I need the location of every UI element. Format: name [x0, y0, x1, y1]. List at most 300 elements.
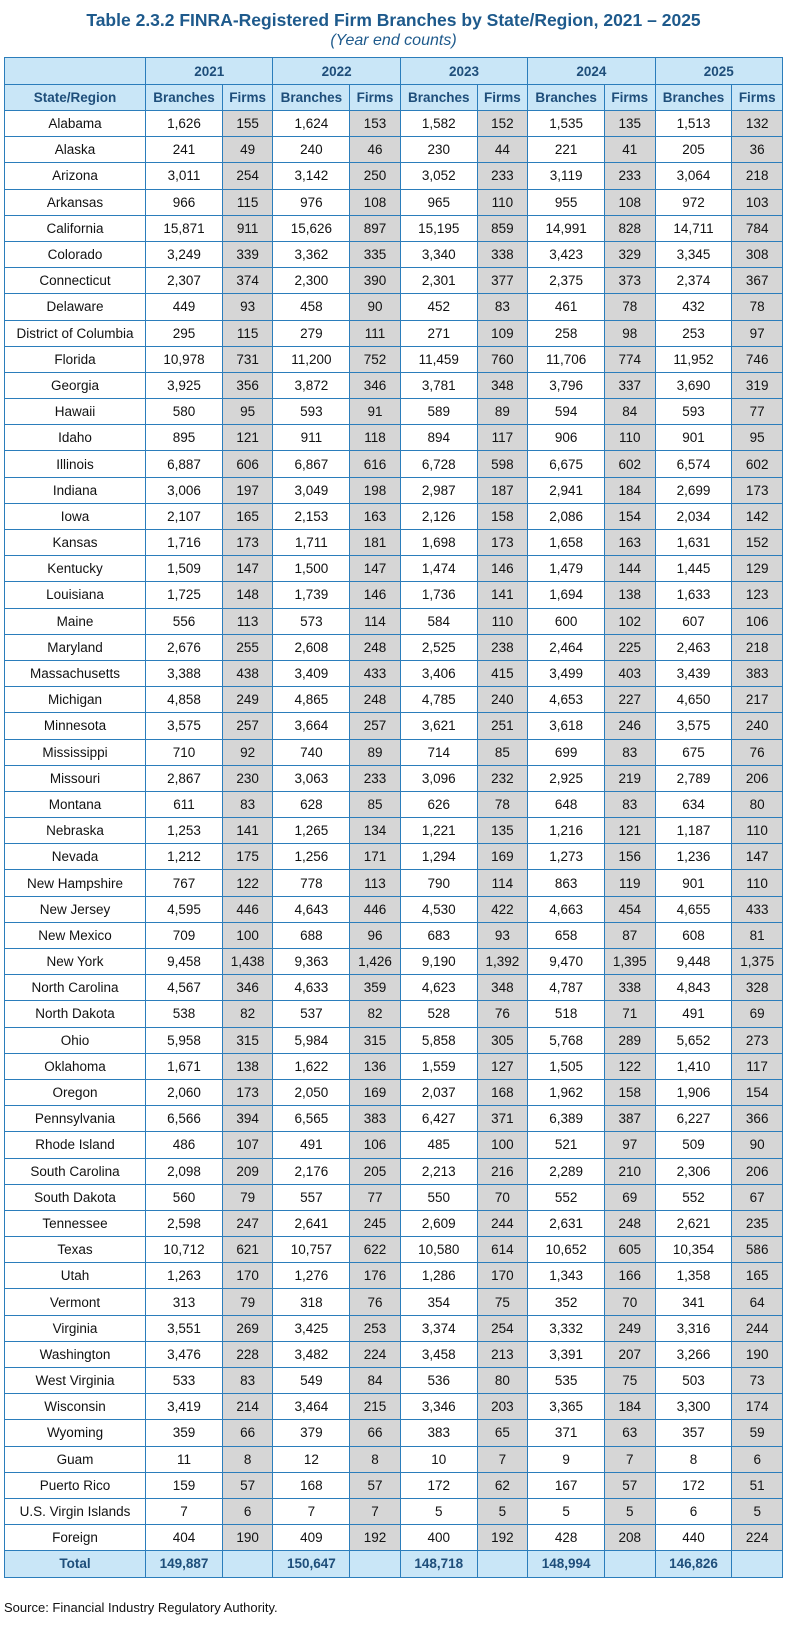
table-row: [5, 765, 783, 791]
firms-cell: 97: [732, 320, 783, 346]
branches-cell: 1,509: [146, 556, 223, 582]
firms-cell: 169: [350, 1079, 401, 1105]
firms-cell: 216: [477, 1158, 528, 1184]
branches-cell: 3,781: [400, 372, 477, 398]
state-cell: Pennsylvania: [5, 1106, 146, 1132]
branches-cell: 2,213: [400, 1158, 477, 1184]
branches-cell: 593: [273, 399, 350, 425]
firms-cell: 373: [605, 268, 656, 294]
branches-cell: 341: [655, 1289, 732, 1315]
firms-cell: 205: [350, 1158, 401, 1184]
table-row: [5, 294, 783, 320]
firms-cell: 367: [732, 268, 783, 294]
branches-cell: 2,126: [400, 503, 477, 529]
firms-cell: 90: [350, 294, 401, 320]
branches-cell: 2,641: [273, 1210, 350, 1236]
firms-cell: 79: [222, 1289, 273, 1315]
firms-cell: 83: [222, 791, 273, 817]
firms-cell: 156: [605, 844, 656, 870]
firms-cell: 121: [222, 425, 273, 451]
firms-cell: 308: [732, 241, 783, 267]
branches-cell: 354: [400, 1289, 477, 1315]
firms-column-header: Firms: [605, 85, 656, 111]
firms-cell: 387: [605, 1106, 656, 1132]
branches-cell: 3,362: [273, 241, 350, 267]
firms-cell: 328: [732, 975, 783, 1001]
branches-cell: 557: [273, 1184, 350, 1210]
branches-cell: 4,653: [528, 687, 605, 713]
firms-cell: 51: [732, 1472, 783, 1498]
branches-cell: 2,153: [273, 503, 350, 529]
firms-cell: 616: [350, 451, 401, 477]
branches-cell: 3,425: [273, 1315, 350, 1341]
branches-cell: 15,195: [400, 215, 477, 241]
state-cell: Minnesota: [5, 713, 146, 739]
firms-cell: 63: [605, 1420, 656, 1446]
state-cell: Kansas: [5, 530, 146, 556]
firms-cell: 911: [222, 215, 273, 241]
state-cell: Washington: [5, 1341, 146, 1367]
branches-cell: 1,633: [655, 582, 732, 608]
firms-cell: 217: [732, 687, 783, 713]
branches-cell: 1,273: [528, 844, 605, 870]
state-cell: Alaska: [5, 137, 146, 163]
firms-cell: 184: [605, 1394, 656, 1420]
firms-cell: 7: [350, 1498, 401, 1524]
branches-cell: 778: [273, 870, 350, 896]
branches-cell: 906: [528, 425, 605, 451]
branches-cell: 549: [273, 1368, 350, 1394]
branches-cell: 440: [655, 1525, 732, 1551]
branches-cell: 2,609: [400, 1210, 477, 1236]
table-row: [5, 949, 783, 975]
year-header-row: [5, 58, 783, 85]
firms-cell: 224: [732, 1525, 783, 1551]
branches-cell: 2,525: [400, 634, 477, 660]
branches-cell: 3,096: [400, 765, 477, 791]
state-cell: North Carolina: [5, 975, 146, 1001]
table-row: [5, 1263, 783, 1289]
firms-cell: 173: [477, 530, 528, 556]
firms-cell: 117: [732, 1053, 783, 1079]
state-cell: Tennessee: [5, 1210, 146, 1236]
source-note: Source: Financial Industry Regulatory Authority.: [4, 1599, 278, 1615]
branches-cell: 2,289: [528, 1158, 605, 1184]
table-row: [5, 1237, 783, 1263]
table-row: [5, 713, 783, 739]
branches-cell: 4,623: [400, 975, 477, 1001]
state-cell: Idaho: [5, 425, 146, 451]
state-cell: South Dakota: [5, 1184, 146, 1210]
firms-cell: 8: [222, 1446, 273, 1472]
firms-cell: 390: [350, 268, 401, 294]
state-cell: Kentucky: [5, 556, 146, 582]
state-cell: Wisconsin: [5, 1394, 146, 1420]
firms-cell: 59: [732, 1420, 783, 1446]
table-row: [5, 1001, 783, 1027]
firms-cell: 155: [222, 111, 273, 137]
firms-cell: 1,438: [222, 949, 273, 975]
branches-cell: 976: [273, 189, 350, 215]
firms-cell: 76: [350, 1289, 401, 1315]
firms-cell: 70: [605, 1289, 656, 1315]
firms-cell: 110: [732, 870, 783, 896]
firms-cell: 247: [222, 1210, 273, 1236]
branches-cell: 3,063: [273, 765, 350, 791]
firms-cell: 249: [605, 1315, 656, 1341]
total-firms-cell: [605, 1551, 656, 1577]
branches-cell: 9,190: [400, 949, 477, 975]
state-cell: Indiana: [5, 477, 146, 503]
branches-cell: 675: [655, 739, 732, 765]
firms-cell: 62: [477, 1472, 528, 1498]
branches-cell: 6,574: [655, 451, 732, 477]
branches-cell: 2,034: [655, 503, 732, 529]
firms-cell: 233: [605, 163, 656, 189]
table-row: [5, 399, 783, 425]
table-row: [5, 1132, 783, 1158]
firms-cell: 197: [222, 477, 273, 503]
branches-column-header: Branches: [655, 85, 732, 111]
year-header: 2022: [273, 58, 400, 85]
branches-cell: 1,631: [655, 530, 732, 556]
branches-cell: 901: [655, 425, 732, 451]
firms-cell: 198: [350, 477, 401, 503]
branches-cell: 271: [400, 320, 477, 346]
firms-cell: 374: [222, 268, 273, 294]
branches-cell: 1,276: [273, 1263, 350, 1289]
firms-cell: 235: [732, 1210, 783, 1236]
firms-cell: 76: [477, 1001, 528, 1027]
table-title: Table 2.3.2 FINRA-Registered Firm Branches by State/Region, 2021 – 2025: [86, 10, 701, 30]
table-row: [5, 660, 783, 686]
table-row: [5, 477, 783, 503]
firms-cell: 257: [350, 713, 401, 739]
branches-cell: 205: [655, 137, 732, 163]
firms-cell: 190: [732, 1341, 783, 1367]
firms-cell: 5: [605, 1498, 656, 1524]
table-row: [5, 1158, 783, 1184]
branches-cell: 648: [528, 791, 605, 817]
table-row: [5, 1106, 783, 1132]
state-cell: Vermont: [5, 1289, 146, 1315]
firms-cell: 8: [350, 1446, 401, 1472]
table-row: [5, 1472, 783, 1498]
branches-cell: 14,991: [528, 215, 605, 241]
branches-cell: 1,474: [400, 556, 477, 582]
state-cell: Montana: [5, 791, 146, 817]
firms-cell: 146: [350, 582, 401, 608]
table-row: [5, 425, 783, 451]
firms-cell: 383: [732, 660, 783, 686]
branches-cell: 1,221: [400, 818, 477, 844]
firms-column-header: Firms: [477, 85, 528, 111]
firms-cell: 166: [605, 1263, 656, 1289]
table-row: [5, 1525, 783, 1551]
state-cell: Illinois: [5, 451, 146, 477]
branches-cell: 4,643: [273, 896, 350, 922]
firms-cell: 100: [477, 1132, 528, 1158]
branches-cell: 10: [400, 1446, 477, 1472]
firms-cell: 141: [477, 582, 528, 608]
branches-cell: 1,535: [528, 111, 605, 137]
branches-cell: 3,618: [528, 713, 605, 739]
firms-cell: 66: [222, 1420, 273, 1446]
table-row: [5, 215, 783, 241]
firms-cell: 5: [732, 1498, 783, 1524]
branches-cell: 3,374: [400, 1315, 477, 1341]
branches-cell: 12: [273, 1446, 350, 1472]
firms-cell: 154: [732, 1079, 783, 1105]
table-row: [5, 1394, 783, 1420]
branches-cell: 3,439: [655, 660, 732, 686]
firms-cell: 1,392: [477, 949, 528, 975]
branches-cell: 3,476: [146, 1341, 223, 1367]
firms-cell: 176: [350, 1263, 401, 1289]
branches-cell: 556: [146, 608, 223, 634]
firms-cell: 190: [222, 1525, 273, 1551]
branches-cell: 159: [146, 1472, 223, 1498]
branches-cell: 3,332: [528, 1315, 605, 1341]
firms-cell: 96: [350, 922, 401, 948]
firms-cell: 122: [222, 870, 273, 896]
branches-cell: 9,458: [146, 949, 223, 975]
total-firms-cell: [222, 1551, 273, 1577]
firms-cell: 78: [605, 294, 656, 320]
firms-cell: 76: [732, 739, 783, 765]
branches-cell: 584: [400, 608, 477, 634]
branches-cell: 3,419: [146, 1394, 223, 1420]
firms-cell: 46: [350, 137, 401, 163]
branches-cell: 710: [146, 739, 223, 765]
branches-cell: 1,479: [528, 556, 605, 582]
state-cell: Wyoming: [5, 1420, 146, 1446]
firms-cell: 210: [605, 1158, 656, 1184]
branches-cell: 4,655: [655, 896, 732, 922]
firms-cell: 114: [350, 608, 401, 634]
branches-cell: 1,236: [655, 844, 732, 870]
branches-cell: 7: [146, 1498, 223, 1524]
firms-cell: 433: [732, 896, 783, 922]
branches-cell: 3,690: [655, 372, 732, 398]
firms-cell: 90: [732, 1132, 783, 1158]
branches-cell: 7: [273, 1498, 350, 1524]
state-cell: Nebraska: [5, 818, 146, 844]
table-row: [5, 1184, 783, 1210]
firms-cell: 394: [222, 1106, 273, 1132]
firms-cell: 135: [477, 818, 528, 844]
firms-cell: 85: [350, 791, 401, 817]
branches-cell: 503: [655, 1368, 732, 1394]
firms-cell: 170: [477, 1263, 528, 1289]
branches-cell: 2,464: [528, 634, 605, 660]
branches-cell: 521: [528, 1132, 605, 1158]
branches-cell: 3,346: [400, 1394, 477, 1420]
branches-cell: 400: [400, 1525, 477, 1551]
firms-cell: 255: [222, 634, 273, 660]
table-row: [5, 1498, 783, 1524]
firms-cell: 113: [350, 870, 401, 896]
branches-cell: 1,739: [273, 582, 350, 608]
state-cell: Missouri: [5, 765, 146, 791]
firms-cell: 87: [605, 922, 656, 948]
branches-cell: 1,212: [146, 844, 223, 870]
firms-cell: 233: [477, 163, 528, 189]
branches-cell: 580: [146, 399, 223, 425]
branches-cell: 966: [146, 189, 223, 215]
firms-cell: 606: [222, 451, 273, 477]
branches-cell: 901: [655, 870, 732, 896]
total-branches-cell: 149,887: [146, 1551, 223, 1577]
state-cell: Georgia: [5, 372, 146, 398]
firms-cell: 77: [732, 399, 783, 425]
branches-cell: 552: [655, 1184, 732, 1210]
branches-cell: 359: [146, 1420, 223, 1446]
branches-cell: 5,768: [528, 1027, 605, 1053]
branches-cell: 608: [655, 922, 732, 948]
state-cell: Louisiana: [5, 582, 146, 608]
branches-cell: 167: [528, 1472, 605, 1498]
firms-cell: 422: [477, 896, 528, 922]
branches-cell: 4,787: [528, 975, 605, 1001]
firms-cell: 233: [350, 765, 401, 791]
firms-cell: 135: [605, 111, 656, 137]
branches-cell: 1,505: [528, 1053, 605, 1079]
firms-cell: 110: [732, 818, 783, 844]
firms-cell: 1,375: [732, 949, 783, 975]
branches-cell: 594: [528, 399, 605, 425]
branches-cell: 3,006: [146, 477, 223, 503]
branches-cell: 560: [146, 1184, 223, 1210]
firms-cell: 83: [605, 791, 656, 817]
firms-cell: 273: [732, 1027, 783, 1053]
firms-cell: 859: [477, 215, 528, 241]
firms-cell: 141: [222, 818, 273, 844]
branches-cell: 4,785: [400, 687, 477, 713]
firms-cell: 108: [605, 189, 656, 215]
total-row: [5, 1551, 783, 1577]
branches-cell: 6,565: [273, 1106, 350, 1132]
state-cell: Foreign: [5, 1525, 146, 1551]
firms-cell: 77: [350, 1184, 401, 1210]
total-label: Total: [5, 1551, 146, 1577]
branches-cell: 1,624: [273, 111, 350, 137]
firms-cell: 146: [477, 556, 528, 582]
branches-cell: 10,580: [400, 1237, 477, 1263]
branches-cell: 2,621: [655, 1210, 732, 1236]
firms-cell: 249: [222, 687, 273, 713]
firms-cell: 95: [732, 425, 783, 451]
branches-cell: 2,608: [273, 634, 350, 660]
branches-cell: 550: [400, 1184, 477, 1210]
branches-cell: 258: [528, 320, 605, 346]
firms-cell: 206: [732, 1158, 783, 1184]
firms-cell: 57: [605, 1472, 656, 1498]
firms-cell: 192: [350, 1525, 401, 1551]
branches-cell: 318: [273, 1289, 350, 1315]
firms-cell: 75: [605, 1368, 656, 1394]
firms-cell: 64: [732, 1289, 783, 1315]
branches-cell: 6,867: [273, 451, 350, 477]
firms-cell: 774: [605, 346, 656, 372]
firms-cell: 83: [605, 739, 656, 765]
branches-cell: 1,358: [655, 1263, 732, 1289]
branches-cell: 4,633: [273, 975, 350, 1001]
table-row: [5, 844, 783, 870]
firms-cell: 114: [477, 870, 528, 896]
branches-cell: 518: [528, 1001, 605, 1027]
state-cell: Massachusetts: [5, 660, 146, 686]
state-cell: Oklahoma: [5, 1053, 146, 1079]
firms-cell: 57: [222, 1472, 273, 1498]
branches-cell: 230: [400, 137, 477, 163]
firms-cell: 123: [732, 582, 783, 608]
branches-cell: 5,984: [273, 1027, 350, 1053]
firms-cell: 7: [605, 1446, 656, 1472]
branches-cell: 1,253: [146, 818, 223, 844]
branches-column-header: Branches: [400, 85, 477, 111]
state-cell: New York: [5, 949, 146, 975]
firms-cell: 174: [732, 1394, 783, 1420]
state-cell: Texas: [5, 1237, 146, 1263]
firms-cell: 371: [477, 1106, 528, 1132]
state-cell: Colorado: [5, 241, 146, 267]
firms-cell: 36: [732, 137, 783, 163]
firms-cell: 173: [222, 530, 273, 556]
state-cell: Guam: [5, 1446, 146, 1472]
firms-cell: 152: [732, 530, 783, 556]
firms-cell: 602: [732, 451, 783, 477]
branches-cell: 11,200: [273, 346, 350, 372]
firms-cell: 828: [605, 215, 656, 241]
state-cell: Florida: [5, 346, 146, 372]
firms-cell: 254: [222, 163, 273, 189]
branches-cell: 1,725: [146, 582, 223, 608]
firms-cell: 329: [605, 241, 656, 267]
year-header: 2024: [528, 58, 655, 85]
firms-cell: 248: [350, 634, 401, 660]
firms-cell: 240: [477, 687, 528, 713]
table-row: [5, 556, 783, 582]
firms-cell: 132: [732, 111, 783, 137]
branches-cell: 9,470: [528, 949, 605, 975]
branches-cell: 1,513: [655, 111, 732, 137]
firms-cell: 80: [477, 1368, 528, 1394]
firms-cell: 446: [350, 896, 401, 922]
firms-cell: 1,395: [605, 949, 656, 975]
firms-cell: 147: [222, 556, 273, 582]
firms-cell: 171: [350, 844, 401, 870]
branches-cell: 767: [146, 870, 223, 896]
firms-cell: 92: [222, 739, 273, 765]
branches-cell: 1,559: [400, 1053, 477, 1079]
firms-cell: 122: [605, 1053, 656, 1079]
branches-cell: 1,500: [273, 556, 350, 582]
table-row: [5, 739, 783, 765]
branches-cell: 611: [146, 791, 223, 817]
branches-cell: 688: [273, 922, 350, 948]
branches-cell: 3,464: [273, 1394, 350, 1420]
branches-cell: 533: [146, 1368, 223, 1394]
firms-cell: 184: [605, 477, 656, 503]
state-cell: Michigan: [5, 687, 146, 713]
total-firms-cell: [350, 1551, 401, 1577]
state-column-header: State/Region: [5, 85, 146, 111]
firms-cell: 49: [222, 137, 273, 163]
firms-cell: 6: [222, 1498, 273, 1524]
branches-cell: 2,307: [146, 268, 223, 294]
firms-cell: 111: [350, 320, 401, 346]
